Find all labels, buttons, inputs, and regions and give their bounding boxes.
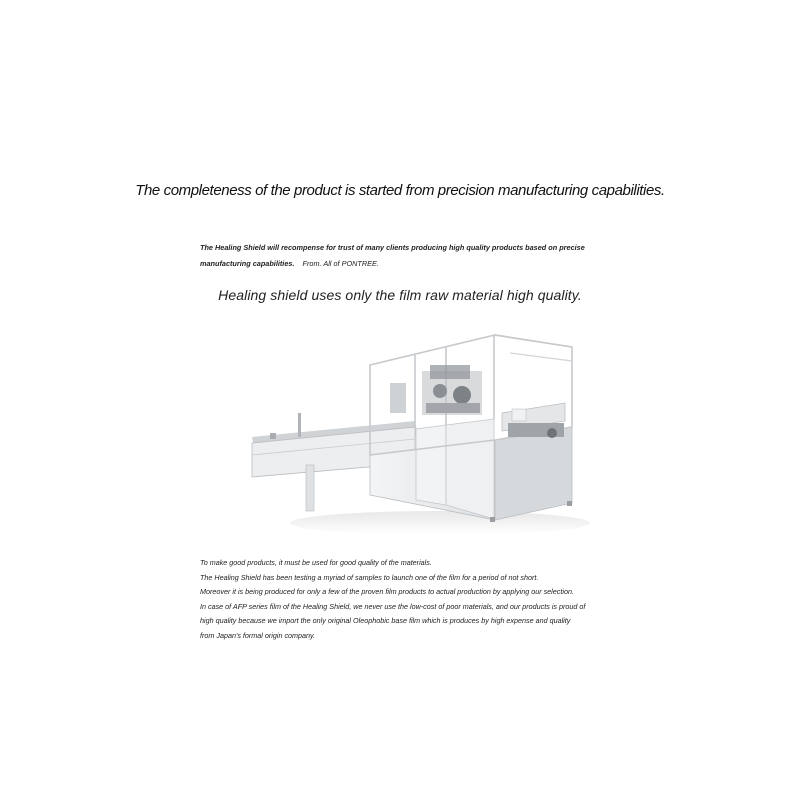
body-line: The Healing Shield has been testing a myriad of samples to launch one of the film for a period of not short. [200, 572, 539, 582]
body-line: high quality because we import the only original Oleophobic base film which is produces by high expense and quality [200, 616, 571, 625]
intro-text: The Healing Shield will recompense for trust of many clients producing high quality products based on precise manufacturing capabilities. [200, 243, 585, 268]
intro-paragraph [200, 240, 620, 272]
packaging-machine-photo [240, 325, 590, 540]
body-line: To make good products, it must be used for good quality of the materials. [200, 558, 432, 567]
body-line: In case of AFP series film of the Healing Shield, we never use the low-cost of poor materials, and our products is proud of [200, 601, 586, 611]
subheadline: Healing shield uses only the film raw material high quality. [218, 287, 582, 303]
body-line: Moreover it is being produced for only a few of the proven film products to actual production by applying our selection. [200, 587, 574, 596]
body-text [200, 556, 620, 643]
intro-from: From. All of PONTREE. [302, 259, 379, 268]
body-line: from Japan's formal origin company. [200, 630, 316, 640]
headline: The completeness of the product is started from precision manufacturing capabilities. [135, 182, 665, 199]
